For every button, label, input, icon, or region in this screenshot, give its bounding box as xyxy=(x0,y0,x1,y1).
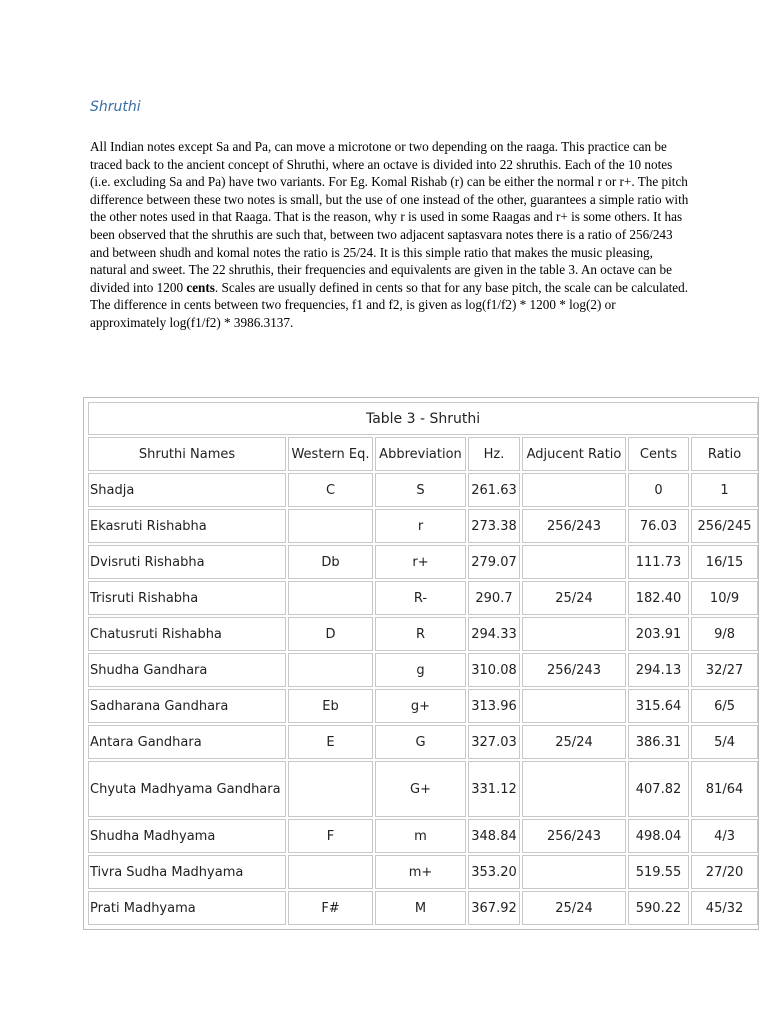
table-cell: 25/24 xyxy=(522,891,626,925)
table-cell: C xyxy=(288,473,373,507)
table-cell: Chatusruti Rishabha xyxy=(88,617,286,651)
table-cell xyxy=(522,545,626,579)
table-cell: 1 xyxy=(691,473,758,507)
table-cell: 27/20 xyxy=(691,855,758,889)
table-cell: 294.13 xyxy=(628,653,689,687)
table-cell: Eb xyxy=(288,689,373,723)
table-cell: 81/64 xyxy=(691,761,758,817)
table-cell: F# xyxy=(288,891,373,925)
table-cell: 203.91 xyxy=(628,617,689,651)
table-row xyxy=(88,581,758,615)
table-cell: 315.64 xyxy=(628,689,689,723)
table-cell: g xyxy=(375,653,466,687)
table-cell: 10/9 xyxy=(691,581,758,615)
table-cell: 261.63 xyxy=(468,473,520,507)
table-cell: 76.03 xyxy=(628,509,689,543)
intro-paragraph xyxy=(90,138,690,332)
header-cell: Adjucent Ratio xyxy=(522,437,626,471)
table-cell: Ekasruti Rishabha xyxy=(88,509,286,543)
table-cell: Shadja xyxy=(88,473,286,507)
intro-text-2: . Scales are usually defined in cents so that for any base pitch, the scale can be calculated. The difference in cents between two frequencies, f1 and f2, is given as log(f1/f2) * 1200 * log(2) or approximately log(f1/f2) * 3986.3137. xyxy=(90,279,689,330)
table-cell: 310.08 xyxy=(468,653,520,687)
table-cell: 348.84 xyxy=(468,819,520,853)
table-cell xyxy=(522,689,626,723)
table-cell: 498.04 xyxy=(628,819,689,853)
shruthi-table xyxy=(86,400,760,927)
table-cell: Db xyxy=(288,545,373,579)
table-cell: Trisruti Rishabha xyxy=(88,581,286,615)
table-cell: 256/243 xyxy=(522,819,626,853)
table-caption: Table 3 - Shruthi xyxy=(88,402,758,435)
table-cell: S xyxy=(375,473,466,507)
table-cell: r xyxy=(375,509,466,543)
table-cell: 273.38 xyxy=(468,509,520,543)
table-cell: 111.73 xyxy=(628,545,689,579)
header-cell: Hz. xyxy=(468,437,520,471)
table-cell: Sadharana Gandhara xyxy=(88,689,286,723)
table-row xyxy=(88,761,758,817)
table-cell: R- xyxy=(375,581,466,615)
table-cell: m xyxy=(375,819,466,853)
table-cell: 313.96 xyxy=(468,689,520,723)
table-cell: 0 xyxy=(628,473,689,507)
table-cell xyxy=(288,581,373,615)
table-cell: 353.20 xyxy=(468,855,520,889)
table-row xyxy=(88,653,758,687)
table-cell: 294.33 xyxy=(468,617,520,651)
table-cell: 32/27 xyxy=(691,653,758,687)
table-cell: M xyxy=(375,891,466,925)
table-cell: 256/243 xyxy=(522,509,626,543)
header-cell: Ratio xyxy=(691,437,758,471)
table-cell: 519.55 xyxy=(628,855,689,889)
table-cell: 407.82 xyxy=(628,761,689,817)
table-cell: Prati Madhyama xyxy=(88,891,286,925)
table-cell xyxy=(288,509,373,543)
table-cell: F xyxy=(288,819,373,853)
table-cell: 256/245 xyxy=(691,509,758,543)
table-cell: 331.12 xyxy=(468,761,520,817)
table-cell: 25/24 xyxy=(522,725,626,759)
table-cell: G+ xyxy=(375,761,466,817)
intro-text-1: All Indian notes except Sa and Pa, can move a microtone or two depending on the raaga. This practice can be traced back to the ancient concept of Shruthi, where an octave is divided into 22 shruthis. Each of the 10 notes (i.e. excluding Sa and Pa) have two variants. For Eg. Komal Rishab (r) can be either the normal r or r+. The pitch difference between these two notes is small, but the use of one instead of the other, guarantees a simple ratio with the other notes used in that Raaga. That is the reason, why r is used in some Raagas and r+ is some others. It has been observed that the shruthis are such that, between two adjacent saptasvara notes there is a ratio of 256/243 and between shudh and komal notes the ratio is 25/24. It is this simple ratio that makes the music pleasing, natural and sweet. The 22 shruthis, their frequencies and equivalents are given in the table 3. An octave can be divided into 1200 xyxy=(90,139,689,295)
table-cell xyxy=(522,473,626,507)
table-row xyxy=(88,545,758,579)
header-cell: Western Eq. xyxy=(288,437,373,471)
table-cell: R xyxy=(375,617,466,651)
table-cell: 45/32 xyxy=(691,891,758,925)
table-cell xyxy=(288,653,373,687)
table-row xyxy=(88,689,758,723)
table-cell: g+ xyxy=(375,689,466,723)
table-cell: Tivra Sudha Madhyama xyxy=(88,855,286,889)
table-header-row xyxy=(88,437,758,471)
header-cell: Abbreviation xyxy=(375,437,466,471)
table-cell xyxy=(288,761,373,817)
header-cell: Cents xyxy=(628,437,689,471)
table-row xyxy=(88,509,758,543)
table-cell: Chyuta Madhyama Gandhara xyxy=(88,761,286,817)
table-cell: 6/5 xyxy=(691,689,758,723)
table-cell: 590.22 xyxy=(628,891,689,925)
table-cell: 16/15 xyxy=(691,545,758,579)
table-cell: Shudha Madhyama xyxy=(88,819,286,853)
table-cell xyxy=(522,761,626,817)
section-heading: Shruthi xyxy=(90,99,141,115)
table-cell: D xyxy=(288,617,373,651)
table-cell xyxy=(522,855,626,889)
table-cell: 256/243 xyxy=(522,653,626,687)
table-cell: 279.07 xyxy=(468,545,520,579)
table-cell: 367.92 xyxy=(468,891,520,925)
table-cell: 25/24 xyxy=(522,581,626,615)
table-cell: Antara Gandhara xyxy=(88,725,286,759)
table-cell xyxy=(288,855,373,889)
table-row xyxy=(88,891,758,925)
table-cell: 290.7 xyxy=(468,581,520,615)
table-cell xyxy=(522,617,626,651)
table-cell: r+ xyxy=(375,545,466,579)
table-row xyxy=(88,819,758,853)
table-cell: Dvisruti Rishabha xyxy=(88,545,286,579)
table-row xyxy=(88,855,758,889)
shruthi-table-container xyxy=(83,397,759,930)
table-cell: 386.31 xyxy=(628,725,689,759)
table-cell: E xyxy=(288,725,373,759)
header-cell: Shruthi Names xyxy=(88,437,286,471)
table-cell: 9/8 xyxy=(691,617,758,651)
table-cell: G xyxy=(375,725,466,759)
table-cell: 4/3 xyxy=(691,819,758,853)
table-cell: m+ xyxy=(375,855,466,889)
table-row xyxy=(88,617,758,651)
intro-bold-term: cents xyxy=(186,279,215,295)
table-cell: 182.40 xyxy=(628,581,689,615)
table-cell: 327.03 xyxy=(468,725,520,759)
table-row xyxy=(88,473,758,507)
table-row xyxy=(88,725,758,759)
table-cell: Shudha Gandhara xyxy=(88,653,286,687)
table-cell: 5/4 xyxy=(691,725,758,759)
